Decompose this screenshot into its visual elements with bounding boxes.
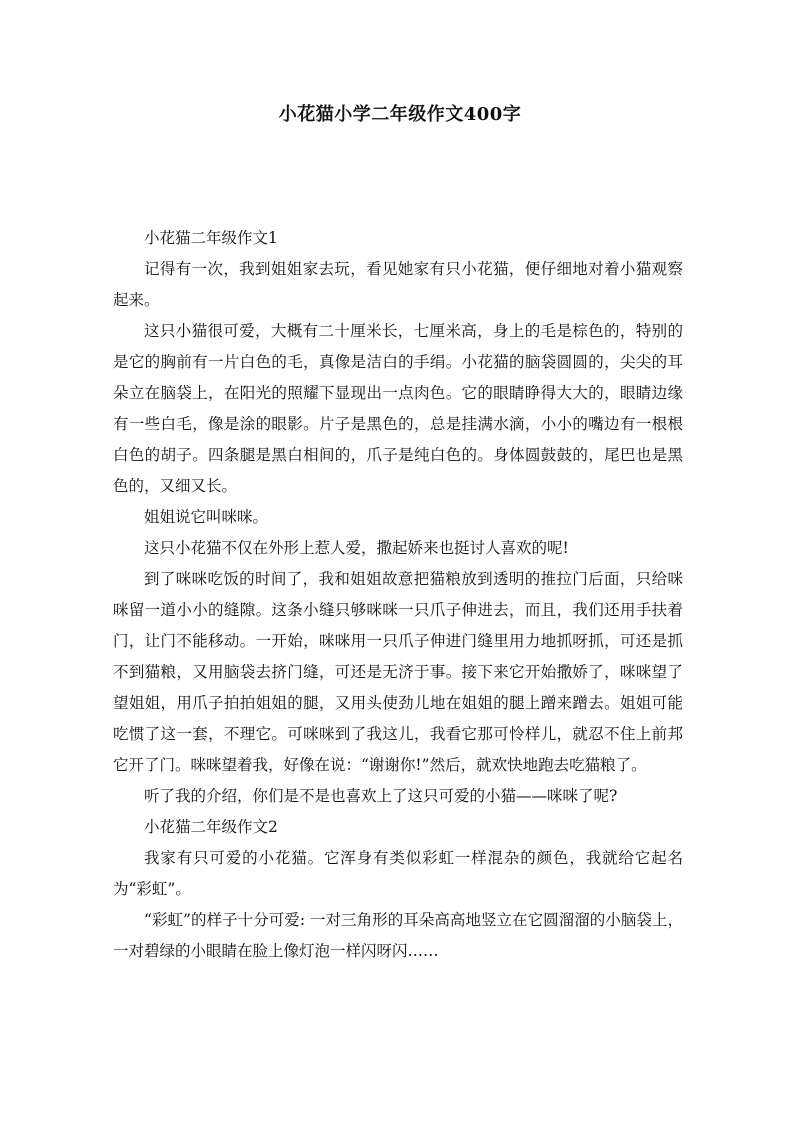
paragraph: 听了我的介绍，你们是不是也喜欢上了这只可爱的小猫——咪咪了呢?	[144, 787, 618, 805]
document-body	[113, 223, 683, 967]
document-title: 小花猫小学二年级作文400字	[278, 104, 522, 125]
section-heading-1: 小花猫二年级作文1	[144, 229, 278, 247]
paragraph: 姐姐说它叫咪咪。	[144, 508, 269, 526]
paragraph: 这只小猫很可爱，大概有二十厘米长，七厘米高，身上的毛是棕色的，特别的是它的胸前有一片白色的毛，真像是洁白的手绢。小花猫的脑袋圆圆的，尖尖的耳朵立在脑袋上，在阳光的照耀下显现出一点肉色。它的眼睛睁得大大的，眼睛边缘有一些白毛，像是涂的眼影。片子是黑色的，总是挂满水滴，小小的嘴边有一根根白色的胡子。四条腿是黑白相间的，爪子是纯白色的。身体圆鼓鼓的，尾巴也是黑色的，又细又长。	[113, 322, 683, 495]
paragraph: 到了咪咪吃饭的时间了，我和姐姐故意把猫粮放到透明的推拉门后面，只给咪咪留一道小小的缝隙。这条小缝只够咪咪一只爪子伸进去，而且，我们还用手扶着门，让门不能移动。一开始，咪咪用一只爪子伸进门缝里用力地抓呀抓，可还是抓不到猫粮，又用脑袋去挤门缝，可还是无济于事。接下来它开始撒娇了，咪咪望了望姐姐，用爪子拍拍姐姐的腿，又用头使劲儿地在姐姐的腿上蹭来蹭去。姐姐可能吃惯了这一套，不理它。可咪咪到了我这儿，我看它那可怜样儿，就忍不住上前邦它开了门。咪咪望着我，好像在说：“谢谢你!”然后，就欢快地跑去吃猫粮了。	[113, 570, 683, 774]
paragraph: 我家有只可爱的小花猫。它浑身有类似彩虹一样混杂的颜色，我就给它起名为“彩虹”。	[113, 849, 683, 898]
paragraph: 记得有一次，我到姐姐家去玩，看见她家有只小花猫，便仔细地对着小猫观察起来。	[113, 260, 683, 309]
paragraph: 这只小花猫不仅在外形上惹人爱，撒起娇来也挺讨人喜欢的呢!	[144, 539, 569, 557]
section-heading-2: 小花猫二年级作文2	[144, 818, 278, 836]
paragraph: “彩虹”的样子十分可爱: 一对三角形的耳朵高高地竖立在它圆溜溜的小脑袋上，一对碧绿的小眼睛在脸上像灯泡一样闪呀闪……	[113, 911, 683, 960]
